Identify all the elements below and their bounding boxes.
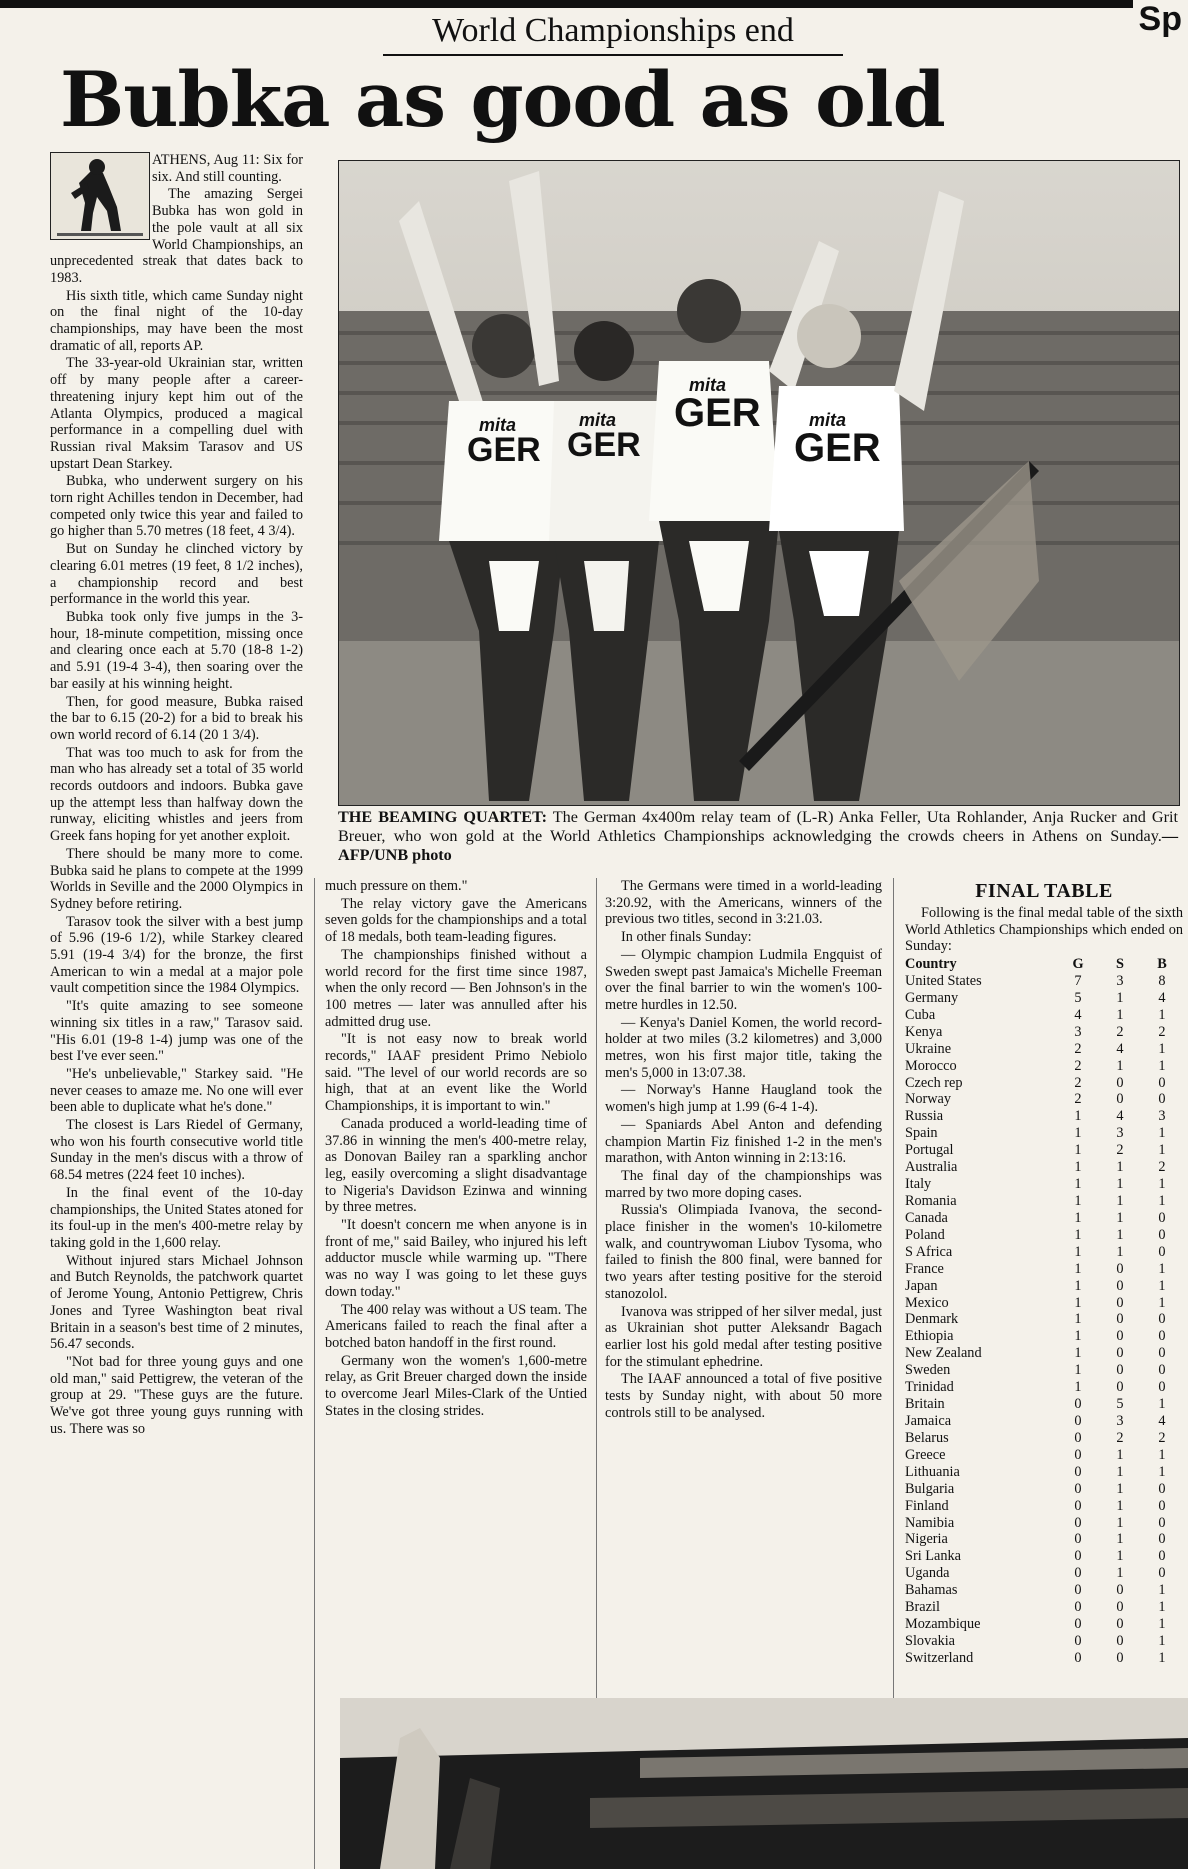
gold-cell: 0 [1074,1599,1082,1616]
bronze-cell: 4 [1158,989,1166,1006]
sponsor-text: mita [689,375,727,395]
header-bronze: B [1157,956,1167,973]
table-title: FINAL TABLE [975,880,1113,902]
table-row [905,1075,1183,1092]
header-country: Country [905,956,957,973]
bronze-cell: 1 [1158,1277,1166,1294]
pole-vaulter-photo [50,152,150,240]
country-cell: Mozambique [905,1616,981,1633]
col3-paragraph: — Kenya's Daniel Komen, the world record-holder at two miles (3.2 kilometres) and 3,000 metres, won his first major title, taking the men's 5,000 in 13:07.38. [605,1014,882,1081]
silver-cell: 5 [1116,1396,1124,1413]
country-cell: Australia [905,1159,958,1176]
col2-paragraph: Canada produced a world-leading time of 37.86 in winning the men's 400-metre relay, as Donovan Bailey ran a sparkling anchor leg, easily overcoming a slight disadvantage to Nigeria's Davidson Ezinwa and winning by three metres. [325,1115,587,1216]
gold-cell: 1 [1074,1260,1082,1277]
country-cell: Namibia [905,1514,955,1531]
table-row [905,1650,1183,1667]
table-row [905,1024,1183,1041]
silver-cell: 4 [1116,1040,1124,1057]
bronze-cell: 0 [1158,1531,1166,1548]
col1-paragraph: But on Sunday he clinched victory by clearing 6.01 metres (19 feet, 8 1/2 inches), a championship record and best performance in the world this year. [50,541,303,608]
table-row [905,1379,1183,1396]
silver-cell: 0 [1116,1091,1124,1108]
sponsor-text: mita [809,410,847,430]
sponsor-text: mita [479,415,517,435]
bronze-cell: 1 [1158,1057,1166,1074]
bronze-cell: 1 [1158,1142,1166,1159]
col1-paragraph: "He's unbelievable," Starkey said. "He never ceases to amaze me. No one will ever been able to duplicate what he's done." [50,1065,303,1116]
table-row [905,973,1183,990]
gold-cell: 0 [1074,1480,1082,1497]
country-cell: Canada [905,1209,948,1226]
silver-cell: 1 [1116,1226,1124,1243]
silver-cell: 1 [1116,1446,1124,1463]
country-cell: Romania [905,1193,957,1210]
silver-cell: 4 [1116,1108,1124,1125]
gold-cell: 2 [1074,1074,1082,1091]
article-column-2 [325,878,587,1421]
col1-paragraph: His sixth title, which came Sunday night on the final night of the 10-day championships, may have been the most dramatic of all, reports AP. [50,287,303,354]
article-column-3 [605,878,882,1423]
table-row [905,1565,1183,1582]
table-intro: Following is the final medal table of the sixth World Athletics Championships which ended on Sunday: [905,905,1183,955]
bronze-cell: 1 [1158,1294,1166,1311]
col2-paragraph: "It doesn't concern me when anyone is in front of me," said Bailey, who injured his left adductor muscle while warming up. "There was no way I was going to let these guys down today." [325,1217,587,1300]
country-cell: Finland [905,1497,949,1514]
country-cell: Poland [905,1226,945,1243]
bronze-cell: 1 [1158,1396,1166,1413]
medal-table [905,956,1183,1667]
table-row [905,1193,1183,1210]
table-row [905,1227,1183,1244]
country-cell: Germany [905,989,959,1006]
col1-paragraph: Then, for good measure, Bubka raised the bar to 6.15 (20-2) for a bid to break his own world record of 6.14 (20 1 3/4). [50,693,303,743]
silver-cell: 1 [1116,1193,1124,1210]
table-row [905,1210,1183,1227]
bronze-cell: 1 [1158,1649,1166,1666]
bronze-cell: 0 [1158,1548,1166,1565]
table-row [905,1311,1183,1328]
silver-cell: 3 [1116,1413,1124,1429]
col2-paragraph: "It is not easy now to break world records," IAAF president Primo Nebiolo said. "The level of our world records are so high, that at an event like the World Championships, it is important to win." [325,1031,587,1115]
gold-cell: 5 [1074,989,1082,1006]
col1-paragraph: That was too much to ask for from the man who has already set a total of 35 world records outdoors and indoors. Bubka gave up the attempt less than halfway down the runway, eliciting whistles and jeers from Greek fans hoping for yet another exploit. [50,744,303,845]
silver-cell: 2 [1116,1429,1124,1446]
bronze-cell: 1 [1158,1125,1166,1142]
table-row [905,1599,1183,1616]
gold-cell: 1 [1074,1142,1082,1159]
country-cell: Kenya [905,1023,943,1040]
table-row [905,1498,1183,1515]
bronze-cell: 0 [1158,1074,1166,1091]
table-header-row [905,956,1183,973]
kicker: World Championships end [383,12,843,56]
gold-cell: 4 [1074,1006,1082,1023]
gold-cell: 2 [1074,1057,1082,1074]
gold-cell: 1 [1074,1226,1082,1243]
col3-paragraph: — Spaniards Abel Anton and defending champion Martin Fiz finished 1-2 in the men's marathon, with Anton winning in 2:13:16. [605,1116,882,1167]
final-medal-table [905,880,1183,1667]
country-cell: Ethiopia [905,1328,954,1345]
gold-cell: 0 [1074,1632,1082,1649]
table-row [905,1515,1183,1532]
country-cell: Japan [905,1277,938,1294]
country-cell: United States [905,973,982,990]
bronze-cell: 0 [1158,1497,1166,1514]
gold-cell: 1 [1074,1209,1082,1226]
country-cell: Portugal [905,1142,954,1159]
country-cell: Greece [905,1446,946,1463]
table-row [905,1464,1183,1481]
silver-cell: 1 [1116,1531,1124,1548]
country-cell: S Africa [905,1243,953,1260]
silver-cell: 0 [1116,1074,1124,1091]
sponsor-text: mita [579,410,617,430]
relay-team-photo [338,160,1180,806]
country-cell: Morocco [905,1057,957,1074]
table-row [905,1531,1183,1548]
gold-cell: 0 [1074,1396,1082,1413]
gold-cell: 0 [1074,1531,1082,1548]
col2-paragraph: much pressure on them." [325,878,468,894]
col1-paragraph: "It's quite amazing to see someone winning six titles in a raw," Tarasov said. "His 6.01 (19-8 1-4) jump was one of the best I've ever seen." [50,998,303,1065]
gold-cell: 0 [1074,1582,1082,1599]
table-row [905,1108,1183,1125]
country-cell: Slovakia [905,1632,956,1649]
col2-paragraph: The championships finished without a world record for the first time since 1987, when the only record — Ben Johnson's in the 100 metres — later was annulled after his admitted drug use. [325,946,587,1030]
country-cell: Spain [905,1125,938,1142]
bronze-cell: 0 [1158,1362,1166,1379]
table-row [905,1362,1183,1379]
country-cell: Italy [905,1176,932,1193]
photo-caption [338,808,1178,865]
gold-cell: 1 [1074,1277,1082,1294]
bronze-cell: 1 [1158,1582,1166,1599]
bottom-photo [340,1698,1188,1869]
table-row [905,1058,1183,1075]
gold-cell: 0 [1074,1446,1082,1463]
country-cell: Norway [905,1091,952,1108]
bronze-cell: 0 [1158,1091,1166,1108]
table-row [905,1244,1183,1261]
gold-cell: 2 [1074,1091,1082,1108]
silver-cell: 3 [1116,1125,1124,1142]
col2-paragraph: The 400 relay was without a US team. The Americans failed to reach the final after a botched baton handoff in the first round. [325,1301,587,1351]
gold-cell: 2 [1074,1040,1082,1057]
table-row [905,1328,1183,1345]
country-cell: Nigeria [905,1531,948,1548]
silver-cell: 1 [1116,1006,1124,1023]
bronze-cell: 1 [1158,1616,1166,1633]
gold-cell: 1 [1074,1379,1082,1396]
gold-cell: 1 [1074,1176,1082,1193]
bronze-cell: 0 [1158,1379,1166,1396]
table-row [905,1430,1183,1447]
bronze-cell: 0 [1158,1311,1166,1328]
table-row [905,990,1183,1007]
caption-body: The German 4x400m relay team of (L-R) Anka Feller, Uta Rohlander, Anja Rucker and Grit Breuer, who won gold at the World Athletics Championships acknowledging the crowds cheers in Athens on Sunday. [338,808,1178,845]
col1-paragraph: "Not bad for three young guys and one old man," said Pettigrew, the veteran of the group at 29. "These guys are the future. We've got three young guys running with us. There was so [50,1353,303,1437]
col1-paragraph: Bubka, who underwent surgery on his torn right Achilles tendon in December, had competed only twice this year and failed to go higher than 5.70 metres (18 feet, 4 3/4). [50,473,303,540]
col3-paragraph: — Olympic champion Ludmila Engquist of Sweden swept past Jamaica's Michelle Freeman over the final barrier to win the women's 100-metre hurdles in 12.50. [605,946,882,1013]
bronze-cell: 0 [1158,1480,1166,1497]
gold-cell: 0 [1074,1616,1082,1633]
bronze-cell: 1 [1158,1463,1166,1480]
table-row [905,1261,1183,1278]
silver-cell: 0 [1116,1599,1124,1616]
gold-cell: 7 [1074,973,1082,990]
bronze-cell: 1 [1158,1006,1166,1023]
bronze-cell: 0 [1158,1243,1166,1260]
table-row [905,1582,1183,1599]
col1-paragraph: There should be many more to come. Bubka said he plans to compete at the 1999 Worlds in Seville and the 2000 Olympics in Sydney before retiring. [50,845,303,912]
column-rule [314,878,315,1869]
col3-paragraph: The Germans were timed in a world-leading 3:20.92, with the Americans, winners of the previous two titles, second in 3:21.03. [605,878,882,928]
table-row [905,1481,1183,1498]
column-rule [596,878,597,1698]
gold-cell: 1 [1074,1362,1082,1379]
col3-paragraph: The IAAF announced a total of five positive tests by Sunday night, with about 50 more controls still to be analysed. [605,1371,882,1421]
country-cell: New Zealand [905,1345,982,1362]
table-row [905,1125,1183,1142]
bronze-cell: 1 [1158,1632,1166,1649]
gold-cell: 3 [1074,1023,1082,1040]
silver-cell: 0 [1116,1294,1124,1311]
silver-cell: 0 [1116,1311,1124,1328]
gold-cell: 0 [1074,1413,1082,1429]
country-cell: Trinidad [905,1379,954,1396]
col3-paragraph: Ivanova was stripped of her silver medal, just as Ukrainian shot putter Aleksandr Bagach earlier lost his gold medal after testing positive for the stimulant ephedrine. [605,1303,882,1370]
bronze-cell: 1 [1158,1193,1166,1210]
jersey-text: GER [674,391,761,435]
table-row [905,1091,1183,1108]
silver-cell: 1 [1116,1057,1124,1074]
silver-cell: 1 [1116,1159,1124,1176]
silver-cell: 1 [1116,1480,1124,1497]
bronze-cell: 8 [1158,973,1166,990]
gold-cell: 1 [1074,1294,1082,1311]
table-row [905,1548,1183,1565]
country-cell: Bahamas [905,1582,958,1599]
gold-cell: 1 [1074,1311,1082,1328]
country-cell: Mexico [905,1294,949,1311]
col1-paragraph: The closest is Lars Riedel of Germany, who won his fourth consecutive world title Sunday in the men's discus with a throw of 68.54 metres (224 feet 10 inches). [50,1117,303,1184]
col1-paragraph: Tarasov took the silver with a best jump of 5.96 (19-6 1/2), while Starkey cleared 5.91 (19-4 3/4) for the bronze, the first American to win a medal at a major pole vault competition since the 1984 Olympics. [50,913,303,997]
bronze-cell: 1 [1158,1446,1166,1463]
silver-cell: 0 [1116,1379,1124,1396]
bronze-cell: 1 [1158,1040,1166,1057]
section-tag: Sp [1133,0,1188,39]
bronze-cell: 0 [1158,1226,1166,1243]
column-rule [893,878,894,1698]
bronze-cell: 0 [1158,1565,1166,1582]
silver-cell: 1 [1116,1565,1124,1582]
country-cell: Russia [905,1108,944,1125]
silver-cell: 1 [1116,1176,1124,1193]
silver-cell: 1 [1116,1209,1124,1226]
silver-cell: 1 [1116,1514,1124,1531]
col1-paragraph: In the final event of the 10-day championships, the United States atoned for its foul-up in the men's 400-metre relay by taking gold in the 1,600 relay. [50,1184,303,1251]
silver-cell: 0 [1116,1345,1124,1362]
table-row [905,1041,1183,1058]
bronze-cell: 0 [1158,1345,1166,1362]
country-cell: Brazil [905,1599,940,1616]
silver-cell: 1 [1116,1548,1124,1565]
gold-cell: 1 [1074,1125,1082,1142]
header-silver: S [1116,956,1124,973]
table-row [905,1176,1183,1193]
gold-cell: 0 [1074,1548,1082,1565]
bronze-cell: 0 [1158,1209,1166,1226]
table-row [905,1413,1183,1430]
jersey-text: GER [567,426,641,464]
table-row [905,1007,1183,1024]
silver-cell: 1 [1116,1497,1124,1514]
country-cell: Belarus [905,1429,949,1446]
silver-cell: 0 [1116,1582,1124,1599]
country-cell: Jamaica [905,1413,952,1429]
silver-cell: 0 [1116,1260,1124,1277]
bronze-cell: 0 [1158,1514,1166,1531]
bronze-cell: 3 [1158,1108,1166,1125]
col1-paragraph: The amazing Sergei Bubka has won gold in the pole vault at all six World Championships, an unprecedented streak that dates back to 1983. [50,186,303,286]
col1-paragraph: ATHENS, Aug 11: Six for six. And still counting. [152,152,303,185]
col1-paragraph: Bubka took only five jumps in the 3-hour, 18-minute competition, missing once and clearing once each at 5.70 (18-8 1-2) and 5.91 (19-4 3-4), then soaring over the bar easily at his winning height. [50,608,303,692]
bronze-cell: 0 [1158,1328,1166,1345]
silver-cell: 0 [1116,1616,1124,1633]
gold-cell: 0 [1074,1565,1082,1582]
table-row [905,1616,1183,1633]
bronze-cell: 2 [1158,1429,1166,1446]
col3-paragraph: Russia's Olimpiada Ivanova, the second-place finisher in the women's 10-kilometre walk, and countrywoman Liubov Tysoma, who failed to finish the 800 final, were banned for two years after testing positive for the steroid stanozolol. [605,1202,882,1302]
silver-cell: 2 [1116,1142,1124,1159]
gold-cell: 1 [1074,1159,1082,1176]
country-cell: Denmark [905,1311,959,1328]
silver-cell: 2 [1116,1023,1124,1040]
bronze-cell: 2 [1158,1023,1166,1040]
silver-cell: 0 [1116,1632,1124,1649]
country-cell: Britain [905,1396,945,1413]
col3-paragraph: — Norway's Hanne Haugland took the women's high jump at 1.99 (6-4 1-4). [605,1082,882,1116]
bronze-cell: 1 [1158,1260,1166,1277]
country-cell: Sri Lanka [905,1548,961,1565]
jersey-text: GER [467,431,541,469]
col2-paragraph: The relay victory gave the Americans seven golds for the championships and a total of 18 medals, both team-leading figures. [325,895,587,946]
col3-paragraph: The final day of the championships was marred by two more doping cases. [605,1167,882,1201]
caption-credit: — AFP/UNB photo [338,827,1178,864]
table-row [905,1396,1183,1413]
gold-cell: 1 [1074,1328,1082,1345]
table-row [905,1345,1183,1362]
gold-cell: 0 [1074,1429,1082,1446]
country-cell: Cuba [905,1006,936,1023]
table-row [905,1447,1183,1464]
gold-cell: 0 [1074,1514,1082,1531]
col1-paragraph: Without injured stars Michael Johnson and Butch Reynolds, the patchwork quartet of Jerome Young, Antonio Pettigrew, Chris Jones and Tyree Washington beat rival Britain in a season's best time of 2 minutes, 56.47 seconds. [50,1252,303,1353]
country-cell: France [905,1260,944,1277]
country-cell: Czech rep [905,1074,963,1091]
bronze-cell: 2 [1158,1159,1166,1176]
gold-cell: 0 [1074,1497,1082,1514]
gold-cell: 1 [1074,1108,1082,1125]
bronze-cell: 4 [1158,1413,1166,1429]
headline: Bubka as good as old [60,55,945,144]
silver-cell: 1 [1116,989,1124,1006]
silver-cell: 0 [1116,1277,1124,1294]
table-row [905,1633,1183,1650]
table-row [905,1295,1183,1312]
country-cell: Uganda [905,1565,950,1582]
silver-cell: 0 [1116,1362,1124,1379]
country-cell: Switzerland [905,1649,974,1666]
silver-cell: 3 [1116,973,1124,990]
silver-cell: 0 [1116,1649,1124,1666]
bronze-cell: 1 [1158,1599,1166,1616]
gold-cell: 1 [1074,1243,1082,1260]
header-gold: G [1072,956,1084,973]
bronze-cell: 1 [1158,1176,1166,1193]
table-row [905,1159,1183,1176]
gold-cell: 0 [1074,1649,1082,1666]
country-cell: Bulgaria [905,1480,955,1497]
gold-cell: 0 [1074,1463,1082,1480]
gold-cell: 1 [1074,1345,1082,1362]
table-row [905,1142,1183,1159]
top-border [0,0,1188,8]
country-cell: Ukraine [905,1040,952,1057]
country-cell: Sweden [905,1362,951,1379]
gold-cell: 1 [1074,1193,1082,1210]
jersey-text: GER [794,426,881,470]
country-cell: Lithuania [905,1463,960,1480]
silver-cell: 0 [1116,1328,1124,1345]
col2-paragraph: Germany won the women's 1,600-metre relay, as Grit Breuer charged down the inside to overcome Jearl Miles-Clark of the Untied States in the closing strides. [325,1352,587,1419]
col1-paragraph: The 33-year-old Ukrainian star, written off by many people after a career-threatening injury kept him out of the Atlanta Olympics, produced a magical performance in a compelling duel with Russian rival Maksim Tarasov and US upstart Dean Starkey. [50,355,303,472]
silver-cell: 1 [1116,1243,1124,1260]
col3-paragraph: In other finals Sunday: [621,929,752,946]
silver-cell: 1 [1116,1463,1124,1480]
article-column-1 [50,152,303,1438]
table-row [905,1278,1183,1295]
caption-lead: THE BEAMING QUARTET: [338,808,548,826]
